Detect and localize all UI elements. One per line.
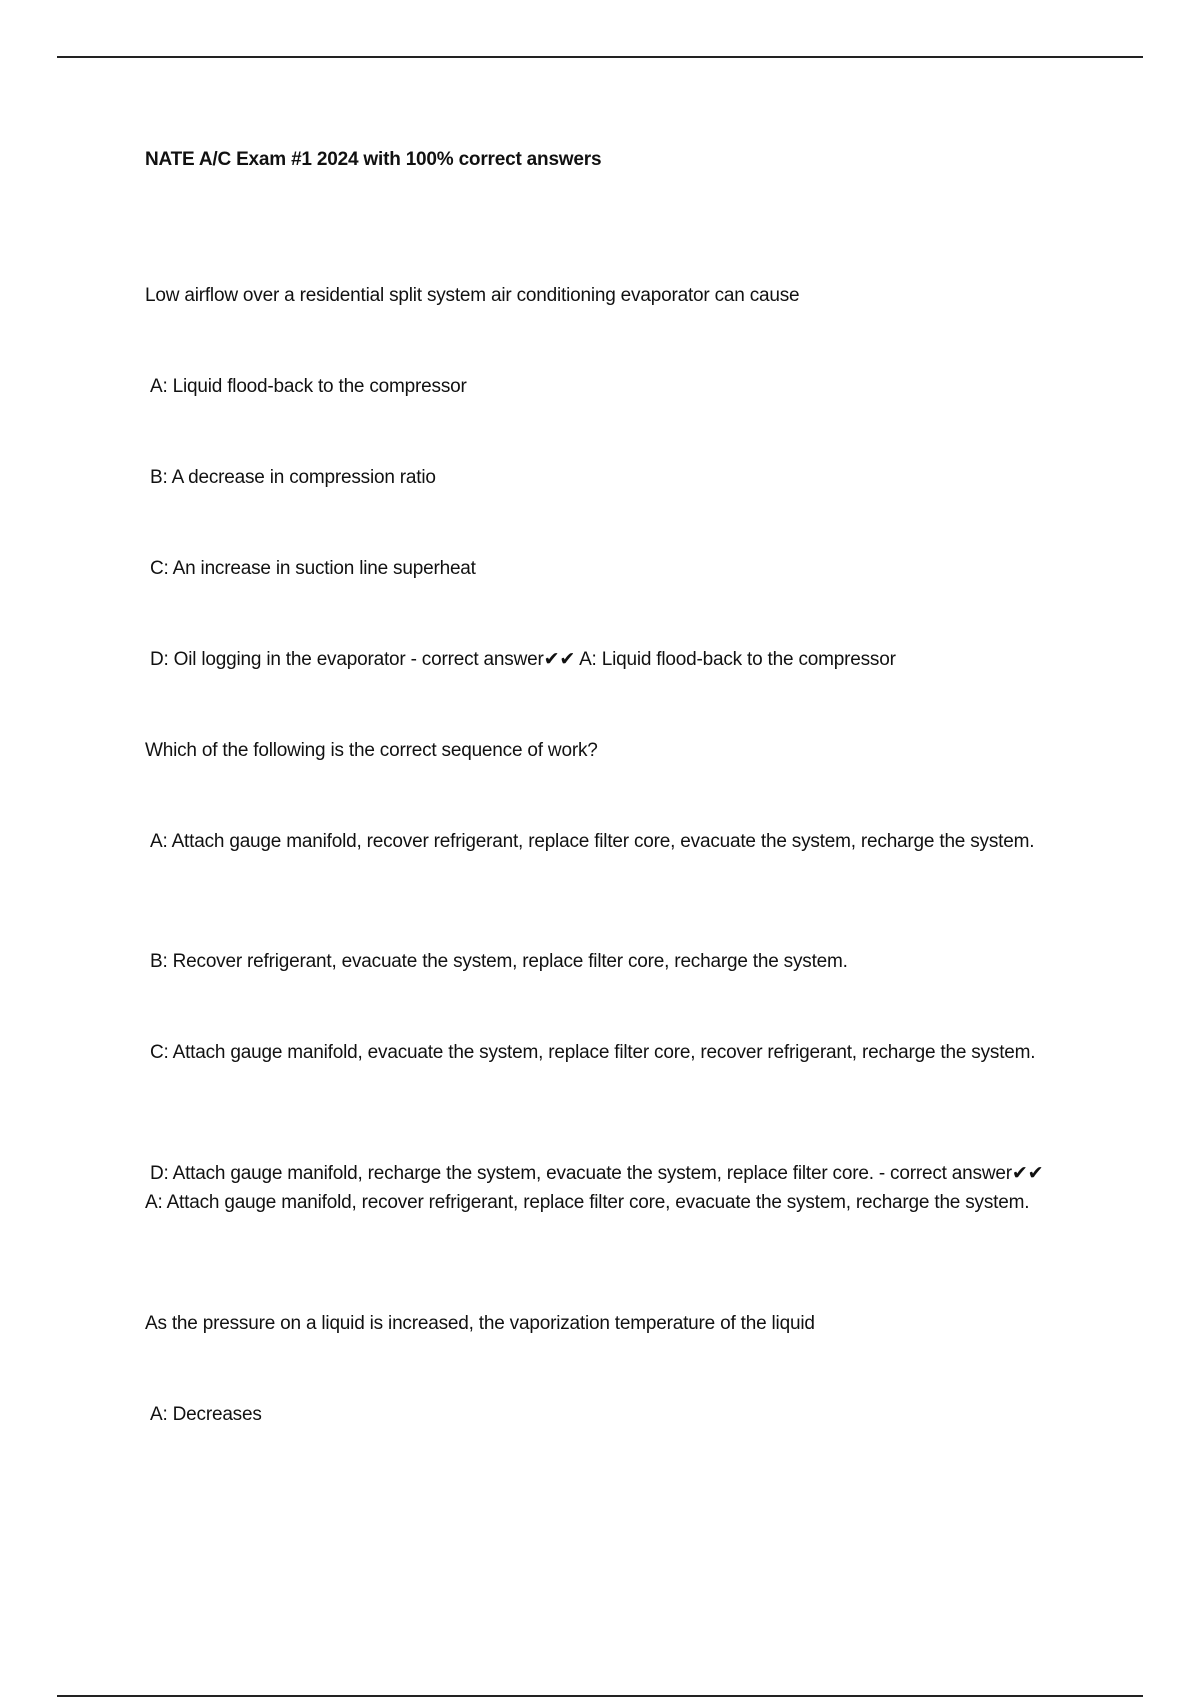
question-2-option-c: C: Attach gauge manifold, evacuate the system, replace filter core, recover refrigerant, recharge the system.	[150, 1042, 1036, 1063]
header-rule	[57, 56, 1143, 58]
question-2-option-b: B: Recover refrigerant, evacuate the system, replace filter core, recharge the system.	[150, 951, 848, 972]
document-title: NATE A/C Exam #1 2024 with 100% correct answers	[145, 149, 602, 170]
question-1-option-b: B: A decrease in compression ratio	[150, 467, 436, 488]
question-3-option-a: A: Decreases	[150, 1404, 262, 1425]
question-1-option-c: C: An increase in suction line superheat	[150, 558, 476, 579]
question-3-prompt: As the pressure on a liquid is increased, the vaporization temperature of the liquid	[145, 1313, 815, 1334]
question-1-option-a: A: Liquid flood-back to the compressor	[150, 376, 467, 397]
question-1-option-d-answer: D: Oil logging in the evaporator - correct answer✔✔ A: Liquid flood-back to the compressor	[150, 649, 896, 670]
question-2-prompt: Which of the following is the correct sequence of work?	[145, 740, 598, 761]
footer-rule	[57, 1695, 1143, 1697]
question-2-option-d-answer: D: Attach gauge manifold, recharge the system, evacuate the system, replace filter core. - correct answer✔✔ A: Attach gauge manifold, recover refrigerant, replace filter core, evacuate the system, recharge the system.	[145, 1163, 1044, 1213]
question-2-option-a: A: Attach gauge manifold, recover refrigerant, replace filter core, evacuate the system, recharge the system.	[150, 831, 1035, 852]
question-1-prompt: Low airflow over a residential split system air conditioning evaporator can cause	[145, 285, 800, 306]
